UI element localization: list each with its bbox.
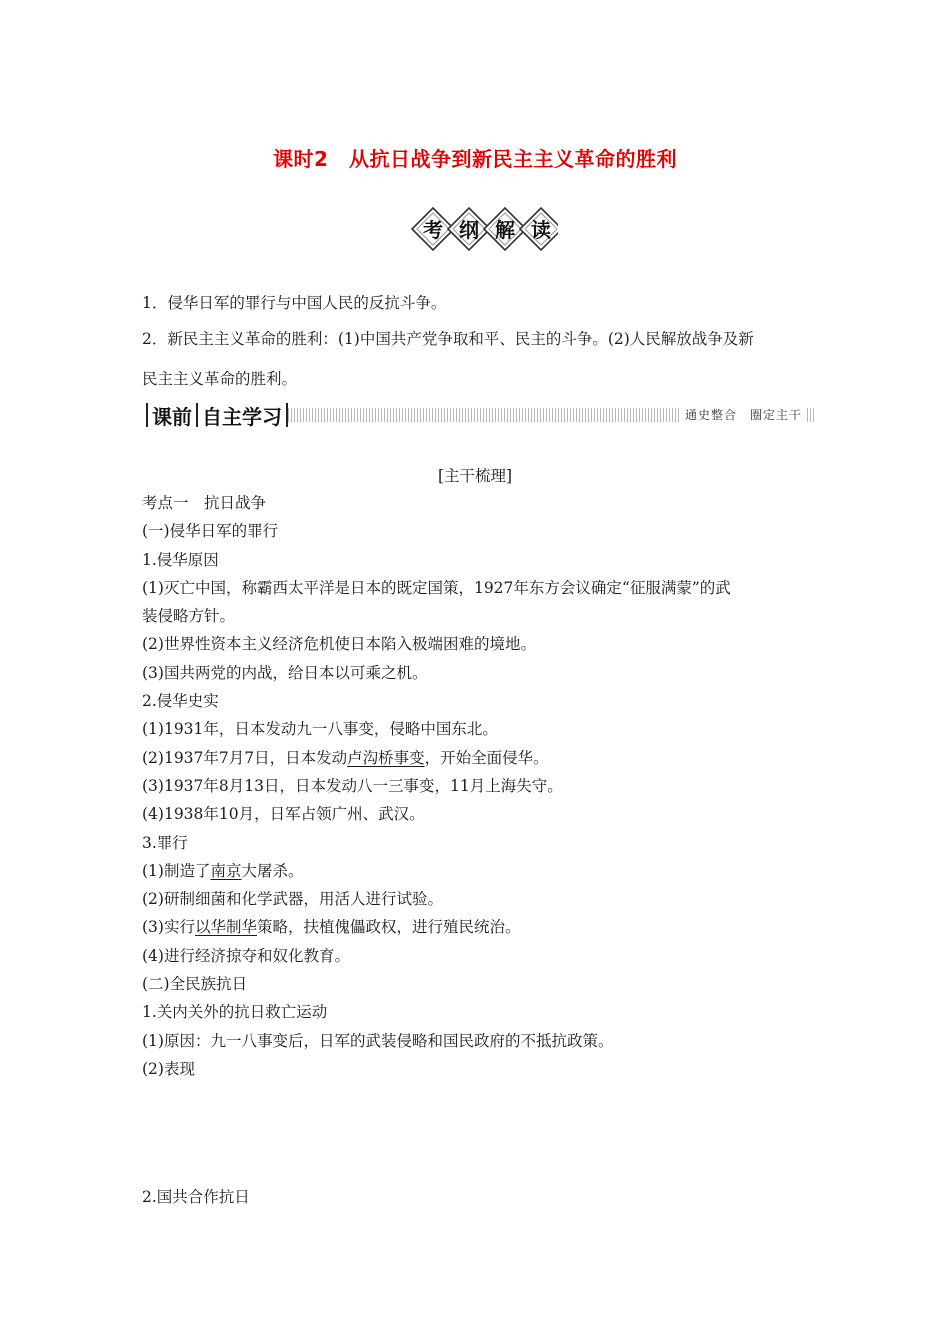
text-line: (3)1937年8月13日，日本发动八一三事变，11月上海失守。 — [142, 776, 563, 795]
underlined-term: 卢沟桥事变 — [347, 748, 425, 767]
text-line: 考点一 抗日战争 — [142, 494, 267, 512]
content-block-2 — [142, 1183, 814, 1211]
kaogang-char: 解 — [495, 218, 515, 242]
banner-tag: 通史整合 圈定主干 — [679, 407, 806, 423]
kaogang-jiedu-badge — [410, 206, 558, 252]
text-line: 1.关内关外的抗日救亡运动 — [142, 1003, 328, 1022]
content-block-1 — [142, 489, 814, 1083]
text-line: (4)进行经济掠夺和奴化教育。 — [142, 946, 350, 965]
kaogang-char: 考 — [423, 218, 443, 242]
text-line: (2)1937年7月7日，日本发动卢沟桥事变，开始全面侵华。 — [142, 748, 549, 767]
banner-title-1: 课前 — [152, 404, 192, 429]
outline-item-1: 1．侵华日军的罪行与中国人民的反抗斗争。 — [142, 294, 447, 312]
text-line: (1)灭亡中国，称霸西太平洋是日本的既定国策，1927年东方会议确定“征服满蒙”的武 — [142, 578, 731, 597]
text-line: 2.侵华史实 — [142, 692, 219, 711]
underlined-term: 以华制华 — [194, 918, 257, 937]
text-line: (二)全民族抗日 — [142, 975, 248, 994]
section-banner — [142, 400, 814, 430]
text-line: (一)侵华日军的罪行 — [142, 522, 279, 541]
text-line: 2.国共合作抗日 — [142, 1188, 250, 1206]
banner-title-2: 自主学习 — [202, 404, 282, 429]
text-line: (3)实行以华制华策略，扶植傀儡政权，进行殖民统治。 — [142, 918, 521, 937]
text-line: (1)制造了南京大屠杀。 — [142, 861, 304, 880]
section-heading: [主干梳理] — [437, 467, 513, 485]
text-line: (2)表现 — [142, 1059, 195, 1078]
text-line: (2)研制细菌和化学武器，用活人进行试验。 — [142, 890, 443, 909]
text-line: (2)世界性资本主义经济危机使日本陷入极端困难的境地。 — [142, 635, 536, 654]
kaogang-char: 纲 — [459, 218, 479, 242]
underlined-term: 南京 — [210, 861, 242, 880]
text-line: 3.罪行 — [142, 833, 188, 852]
text-line: (1)1931年，日本发动九一八事变，侵略中国东北。 — [142, 720, 498, 739]
outline-item-2-cont: 民主主义革命的胜利。 — [142, 370, 298, 388]
text-line: (4)1938年10月，日军占领广州、武汉。 — [142, 805, 425, 824]
outline-item-2: 2．新民主主义革命的胜利：(1)中国共产党争取和平、民主的斗争。(2)人民解放战争及新 — [142, 330, 754, 348]
text-line: (3)国共两党的内战，给日本以可乘之机。 — [142, 663, 428, 682]
text-line: (1)原因：九一八事变后，日军的武装侵略和国民政府的不抵抗政策。 — [142, 1031, 614, 1050]
kaogang-char: 读 — [531, 218, 551, 242]
text-line: 1.侵华原因 — [142, 550, 219, 569]
page-title: 课时2 从抗日战争到新民主主义革命的胜利 — [273, 147, 677, 171]
text-line: 装侵略方针。 — [142, 607, 236, 626]
